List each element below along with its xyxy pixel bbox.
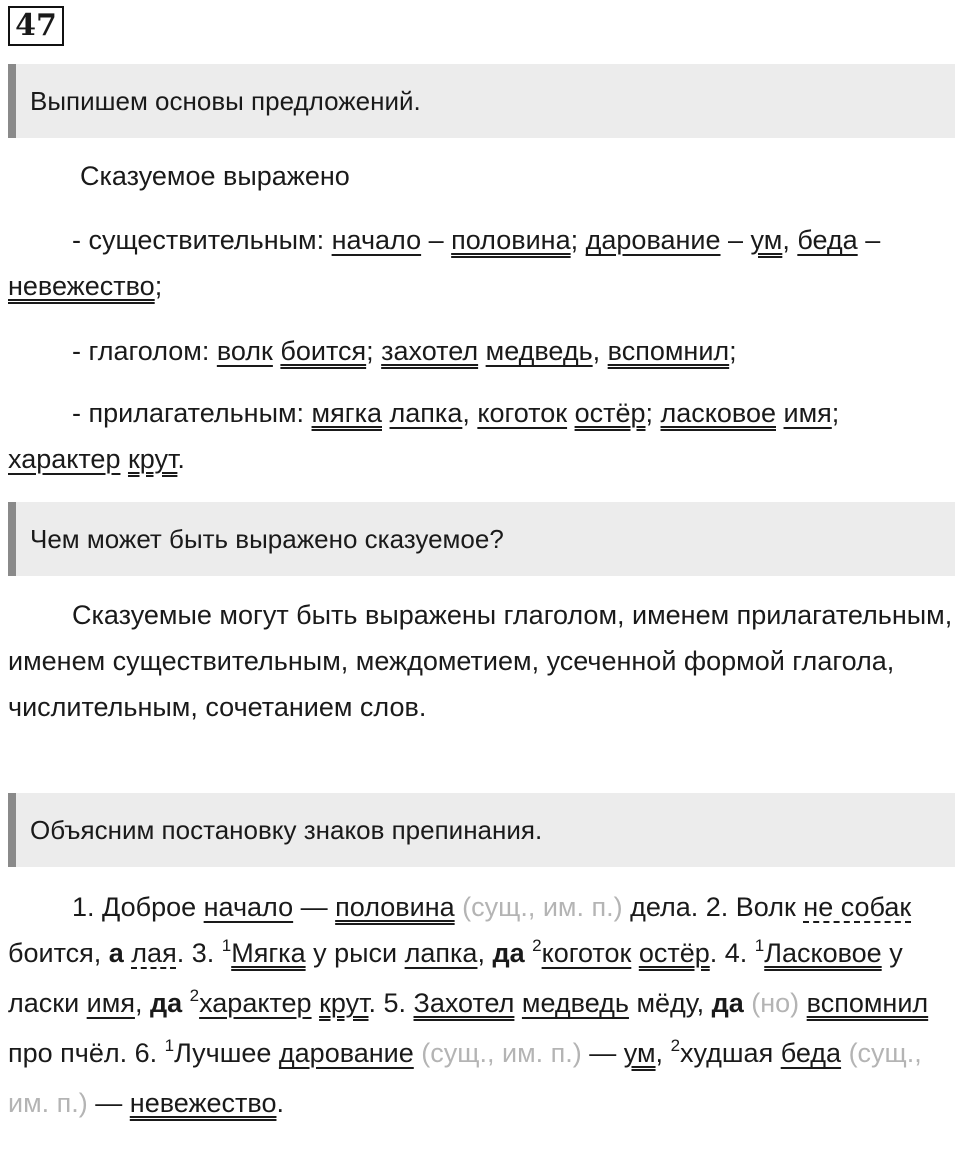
grammar-note: (но): [743, 988, 807, 1018]
grammar-note: (сущ., им. п.): [8, 1038, 922, 1118]
subject: имя: [86, 988, 135, 1018]
predicate: невежество: [129, 1088, 277, 1118]
predicate: вспомнил: [607, 336, 730, 366]
predicate: захотел: [381, 336, 479, 366]
subject: имя: [783, 398, 832, 428]
predicate: крут: [319, 988, 369, 1018]
subject: медведь: [521, 988, 629, 1018]
predicate: половина: [335, 892, 455, 922]
subject: беда: [797, 225, 858, 255]
predicate: Мягка: [231, 938, 306, 968]
answer-text: Сказуемые могут быть выражены глаголом, именем прилагательным, именем существительным, междометием, усеченной формой глагола, числительным, сочетанием слов.: [8, 600, 953, 722]
punctuation-paragraph: 1. Доброе начало — половина (сущ., им. п.) дела. 2. Волк не собак боится, а лая. 3. $^1$Мягка у рыси лапка, да $^2$коготок остёр. 4. $^1$Ласковое у ласки имя, да $^2$характер крут. 5. Захотел медведь мёду, да (но) вспомнил про пчёл. 6. $^1$Лучшее дарование (сущ., им. п.) — ум, $^2$худшая беда (сущ., им. п.) — невежество.: [8, 892, 929, 1118]
predicate: Ласковое: [764, 938, 882, 968]
section-header-bases: Выпишем основы предложений.: [8, 64, 955, 138]
subject: характер: [199, 988, 312, 1018]
grammar-note: (сущ., им. п.): [454, 892, 631, 922]
predicate: Захотел: [413, 988, 515, 1018]
subject: лапка: [389, 398, 463, 428]
predicate: боится: [280, 336, 367, 366]
predicate: ласковое: [660, 398, 776, 428]
predicate: ум: [750, 225, 783, 255]
clause-index: 1: [221, 936, 232, 955]
adjective-predicates: - прилагательным: мягка лапка, коготок остёр; ласковое имя; характер крут.: [8, 398, 840, 474]
verb-predicates: - глаголом: волк боится; захотел медведь, вспомнил;: [72, 336, 737, 366]
clause-index: 2: [189, 986, 200, 1005]
subject: лапка: [404, 938, 478, 968]
subject: дарование: [278, 1038, 414, 1068]
subject: начало: [203, 892, 294, 922]
object: не собак: [803, 892, 912, 922]
noun-predicates: - существительным: начало – половина; дарование – ум, беда – невежество;: [8, 225, 881, 301]
section-header-question: Чем может быть выражено сказуемое?: [8, 502, 955, 576]
subject: медведь: [485, 336, 593, 366]
clause-index: 2: [670, 1036, 681, 1055]
predicate-intro: Сказуемое выражено: [80, 161, 350, 191]
adjective-label: - прилагательным:: [72, 398, 312, 428]
grammar-note: (сущ., им. п.): [413, 1038, 582, 1068]
conjunction: да: [711, 988, 744, 1018]
predicate: ум: [623, 1038, 656, 1068]
subject: коготок: [541, 938, 632, 968]
clause-index: 2: [532, 936, 542, 955]
conjunction: а: [108, 938, 124, 968]
subject: коготок: [477, 398, 568, 428]
predicate: мягка: [311, 398, 382, 428]
clause-index: 1: [754, 936, 765, 955]
predicate: крут: [127, 444, 178, 474]
subject: беда: [780, 1038, 842, 1068]
object: лая: [131, 938, 177, 968]
conjunction: да: [492, 938, 525, 968]
clause-index: 1: [164, 1036, 175, 1055]
answer-paragraph: [8, 592, 953, 730]
subject: начало: [331, 225, 422, 255]
exercise-number: 47: [8, 6, 64, 46]
subject: дарование: [585, 225, 721, 255]
predicate: половина: [451, 225, 571, 255]
verb-label: - глаголом:: [72, 336, 217, 366]
predicate: остёр: [574, 398, 646, 428]
noun-label: - существительным:: [72, 225, 332, 255]
section-header-punctuation: Объясним постановку знаков препинания.: [8, 793, 955, 867]
predicate: невежество: [8, 271, 155, 301]
predicate: вспомнил: [806, 988, 929, 1018]
conjunction: да: [149, 988, 183, 1018]
subject: волк: [216, 336, 273, 366]
predicate: остёр: [638, 938, 710, 968]
subject: характер: [8, 444, 121, 474]
